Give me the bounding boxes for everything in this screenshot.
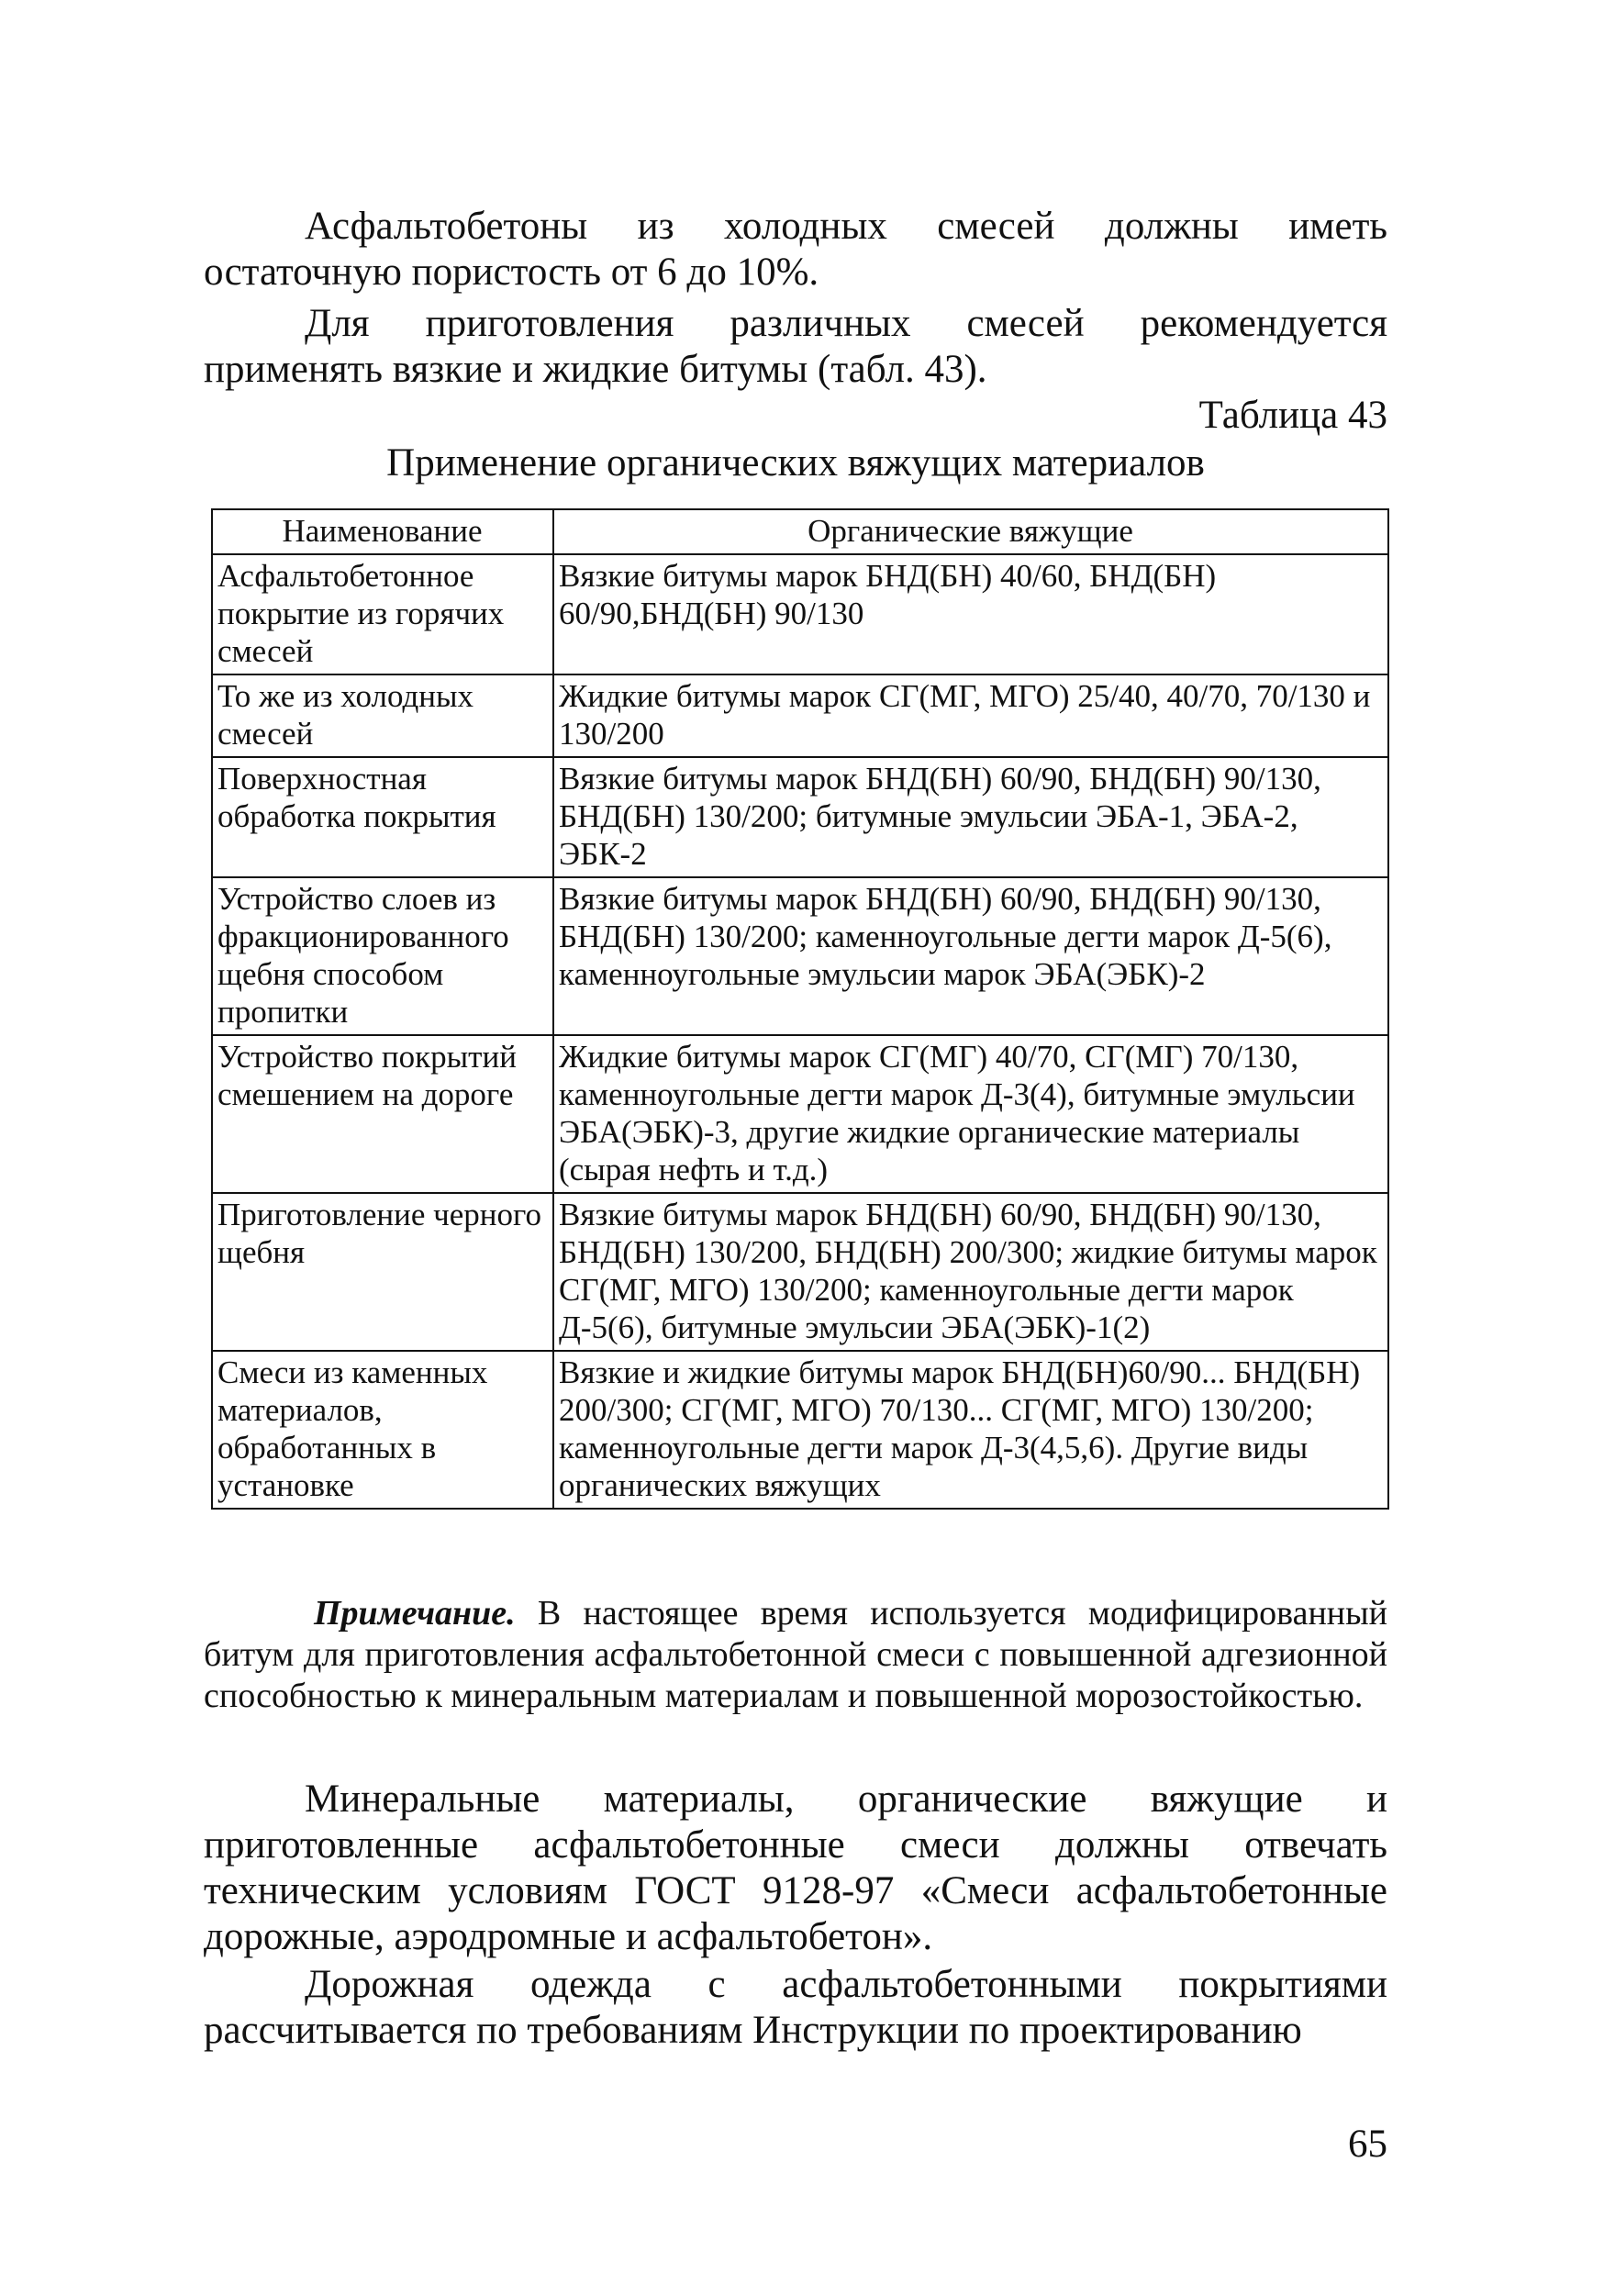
table-row [212, 674, 1388, 757]
row-binders-cell: Вязкие битумы марок БНД(БН) 60/90, БНД(БН) 90/130, БНД(БН) 130/200; битумные эмульсии ЭБА-1, ЭБА-2, ЭБК-2 [553, 757, 1388, 877]
page-number: 65 [1348, 2123, 1387, 2166]
row-binders-cell: Жидкие битумы марок СГ(МГ, МГО) 25/40, 40/70, 70/130 и 130/200 [553, 674, 1388, 757]
table-title: Применение органических вяжущих материалов [386, 441, 1205, 485]
paragraph-bitumen-recommendation: Для приготовления различных смесей рекомендуется применять вязкие и жидкие битумы (табл. 43). [204, 302, 1387, 391]
table-row [212, 1193, 1388, 1351]
row-binders-cell: Вязкие и жидкие битумы марок БНД(БН)60/90... БНД(БН) 200/300; СГ(МГ, МГО) 70/130... СГ(МГ, МГО) 130/200; каменноугольные дегти марок Д-3(4,5,6). Другие виды органических вяжущих [553, 1351, 1388, 1509]
row-name-cell: Асфальтобетонное покрытие из горячих смесей [212, 554, 553, 674]
table-header-row [212, 509, 1388, 554]
row-binders-cell: Вязкие битумы марок БНД(БН) 40/60, БНД(БН) 60/90,БНД(БН) 90/130 [553, 554, 1388, 674]
note-label: Примечание. [314, 1594, 516, 1633]
paragraph-residual-porosity: Асфальтобетоны из холодных смесей должны иметь остаточную пористость от 6 до 10%. [204, 205, 1387, 294]
table-row [212, 1035, 1388, 1193]
header-binders: Органические вяжущие [553, 509, 1388, 554]
table-note [204, 1593, 1387, 1717]
note-text: В настоящее время используется модифицированный битум для приготовления асфальтобетонной смеси с повышенной адгезионной способностью к минеральным материалам и повышенной морозостойкостью. [204, 1594, 1387, 1715]
row-name-cell: Устройство слоев из фракционированного щебня способом пропитки [212, 877, 553, 1035]
row-name-cell: Смеси из каменных материалов, обработанных в установке [212, 1351, 553, 1509]
row-binders-cell: Вязкие битумы марок БНД(БН) 60/90, БНД(БН) 90/130, БНД(БН) 130/200; каменноугольные дегти марок Д-5(6), каменноугольные эмульсии марок ЭБА(ЭБК)-2 [553, 877, 1388, 1035]
paragraph-gost-requirements: Минеральные материалы, органические вяжущие и приготовленные асфальтобетонные смеси должны отвечать техническим условиям ГОСТ 9128-97 «Смеси асфальтобетонные дорожные, аэродромные и асфальтобетон». [204, 1778, 1387, 1958]
binders-table [211, 508, 1389, 1510]
table-number: Таблица 43 [1198, 394, 1387, 437]
row-name-cell: То же из холодных смесей [212, 674, 553, 757]
header-name: Наименование [212, 509, 553, 554]
row-name-cell: Приготовление черного щебня [212, 1193, 553, 1351]
row-name-cell: Поверхностная обработка покрытия [212, 757, 553, 877]
table-row [212, 554, 1388, 674]
row-binders-cell: Жидкие битумы марок СГ(МГ) 40/70, СГ(МГ) 70/130, каменноугольные дегти марок Д-3(4), битумные эмульсии ЭБА(ЭБК)-3, другие жидкие органические материалы (сырая нефть и т.д.) [553, 1035, 1388, 1193]
table-row [212, 877, 1388, 1035]
table-row [212, 757, 1388, 877]
paragraph-pavement-design: Дорожная одежда с асфальтобетонными покрытиями рассчитывается по требованиям Инструкции по проектированию [204, 1963, 1387, 2052]
row-binders-cell: Вязкие битумы марок БНД(БН) 60/90, БНД(БН) 90/130, БНД(БН) 130/200, БНД(БН) 200/300; жидкие битумы марок СГ(МГ, МГО) 130/200; каменноугольные дегти марок Д-5(6), битумные эмульсии ЭБА(ЭБК)-1(2) [553, 1193, 1388, 1351]
row-name-cell: Устройство покрытий смешением на дороге [212, 1035, 553, 1193]
table-row [212, 1351, 1388, 1509]
